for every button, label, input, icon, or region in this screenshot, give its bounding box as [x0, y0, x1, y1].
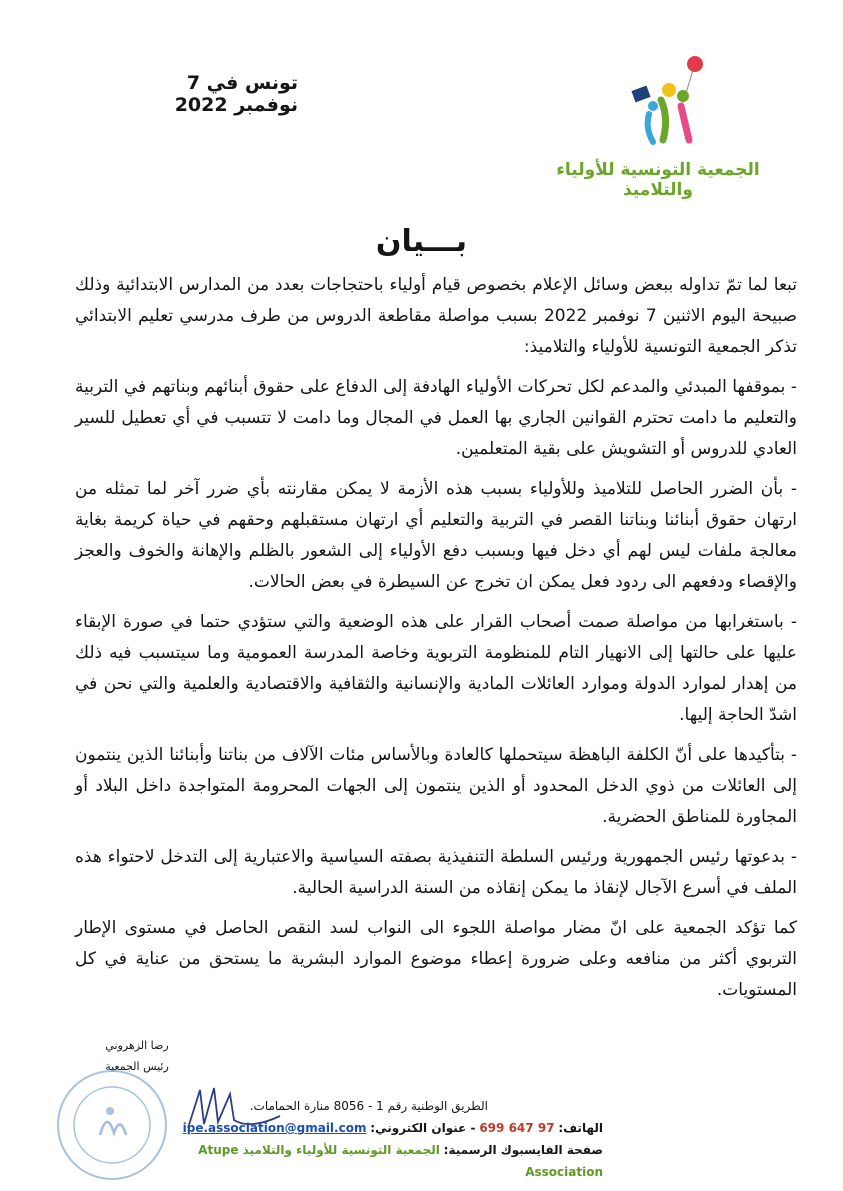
- paragraph-point-3: - باستغرابها من مواصلة صمت أصحاب القرار على هذه الوضعية والتي ستؤدي حتما في صورة الإبقاء عليها على حالتها إلى الانهيار التام للمنظومة التربوية وخاصة المدرسة العمومية وما سيتسبب فيه ذلك من إهدار لموارد الدولة وموارد العائلات المادية والإنسانية والثقافية والاقتصادية والعلمية والتي نحن في اشدّ الحاجة إليها.: [75, 612, 797, 725]
- paragraph-point-5: - بدعوتها رئيس الجمهورية ورئيس السلطة التنفيذية بصفته السياسية والاعتبارية إلى التدخل لاحتواء هذه الملف في أسرع الآجال لإنقاذ ما يمكن إنقاذه من السنة الدراسية الحالية.: [75, 847, 797, 898]
- paragraph-point-1: - بموقفها المبدئي والمدعم لكل تحركات الأولياء الهادفة إلى الدفاع على حقوق أبنائهم وبناتهم في التربية والتعليم ما دامت تحترم القوانين الجاري بها العمل في المجال وما دامت لا تتسبب في أي تعطيل للسير العادي للدروس أو التشويش على بقية المتعلمين.: [75, 377, 797, 459]
- signatory-name: رضا الزهروني: [105, 1039, 169, 1052]
- statement-body: [75, 270, 797, 1015]
- balloon-icon: [687, 56, 703, 72]
- signatory-role: رئيس الجمعية: [105, 1060, 169, 1073]
- email-label: - عنوان الكتروني:: [370, 1121, 476, 1135]
- book-icon: [631, 86, 650, 103]
- paragraph-point-2: - بأن الضرر الحاصل للتلاميذ وللأولياء بسبب هذه الأزمة لا يمكن مقارنته بأي ضرر آخر لما تمثله من ارتهان حقوق أبنائنا وبناتنا القصر في التربية والتعليم أي ارتهان مستقبلهم وحقهم في حياة كريمة بغاية معالجة ملفات ليس لهم أي دخل فيها وبسبب دفع الأولياء إلى الشعور بالظلم والإهانة والخوف والعجز والإقصاء ودفعهم الى ردود فعل يمكن ان تخرج عن السيطرة في بعض الحالات.: [75, 479, 797, 592]
- association-name: الجمعية التونسية للأولياء والتلاميذ: [556, 160, 760, 200]
- phone-number: 97 647 699: [479, 1121, 555, 1135]
- footer-contact-line: [123, 1117, 603, 1139]
- statement-title: بـــيان: [375, 224, 468, 259]
- contact-footer: [123, 1095, 603, 1183]
- paragraph-conclusion: كما تؤكد الجمعية على انّ مضار مواصلة اللجوء الى النواب لسد النقص الحاصل في مستوى الإطار التربوي أكثر من منافعه وعلى ضرورة إعطاء موضوع الموارد البشرية ما يستحق من عناية في كل المستويات.: [75, 918, 797, 1000]
- email-link[interactable]: ipe.association@gmail.com: [182, 1121, 367, 1135]
- document-date: تونس في 7 نوفمبر 2022: [174, 72, 298, 116]
- phone-label: الهاتف:: [558, 1121, 603, 1135]
- association-logo: [623, 48, 733, 158]
- paragraph-point-4: - بتأكيدها على أنّ الكلفة الباهظة سيتحملها كالعادة وبالأساس مئات الآلاف من بناتنا وأبنائنا الذين ينتمون إلى العائلات من ذوي الدخل المحدود أو الذين ينتمون إلى الجهات المحرومة المتواجدة داخل البلاد أو المجاورة للمناطق الحضرية.: [75, 745, 797, 827]
- paragraph-intro: تبعا لما تمّ تداوله ببعض وسائل الإعلام بخصوص قيام أولياء باحتجاجات بعدد من المدارس الابتدائية وذلك صبيحة اليوم الاثنين 7 نوفمبر 2022 بسبب مواصلة مقاطعة الدروس من طرف مدرسي تعليم الابتدائي تذكر الجمعية التونسية للأولياء والتلاميذ:: [75, 275, 798, 357]
- footer-facebook-line: [123, 1139, 603, 1183]
- facebook-label: صفحة الفايسبوك الرسمية:: [443, 1143, 603, 1157]
- facebook-page-link[interactable]: الجمعية التونسية للأولياء والتلاميذ Atupe Association: [198, 1143, 603, 1179]
- footer-address: الطريق الوطنية رقم 1 - 8056 منارة الحمامات.: [249, 1099, 488, 1113]
